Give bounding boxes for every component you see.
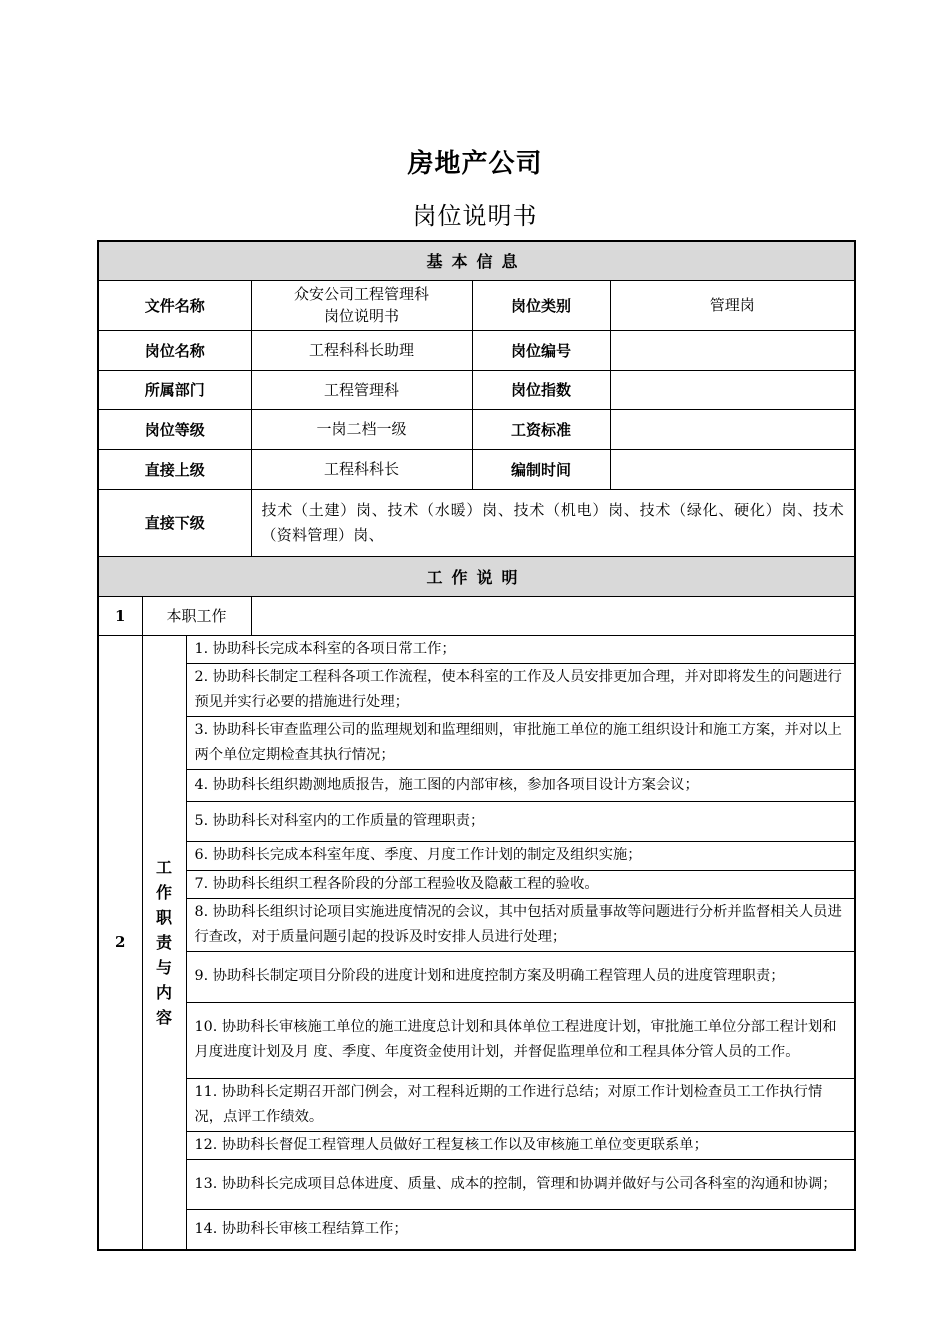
row-number-1: 1	[98, 596, 142, 635]
duties-label-char: 工	[155, 857, 172, 877]
duties-label-char: 容	[155, 1007, 172, 1027]
post-code-label: 岗位编号	[472, 330, 610, 370]
post-grade-value: 一岗二档一级	[251, 409, 472, 449]
file-name-value	[251, 280, 472, 330]
job-description-table	[97, 240, 856, 1251]
salary-standard-label: 工资标准	[472, 409, 610, 449]
duties-label-char: 内	[155, 982, 172, 1002]
duty-item: 2. 协助科长制定工程科各项工作流程，使本科室的工作及人员安排更加合理，并对即将发生的问题进行预见并实行必要的措施进行处理；	[186, 663, 855, 716]
duties-label-char: 责	[155, 932, 172, 952]
duty-item: 8. 协助科长组织讨论项目实施进度情况的会议，其中包括对质量事故等问题进行分析并监督相关人员进行查改，对于质量问题引起的投诉及时安排人员进行处理；	[186, 898, 855, 951]
duty-item: 12. 协助科长督促工程管理人员做好工程复核工作以及审核施工单位变更联系单；	[186, 1131, 855, 1159]
duties-label-char: 与	[155, 957, 172, 977]
duty-item: 3. 协助科长审查监理公司的监理规划和监理细则，审批施工单位的施工组织设计和施工方案，并对以上两个单位定期检查其执行情况；	[186, 716, 855, 769]
work-description-header: 工作说明	[98, 556, 855, 596]
compile-date-value	[610, 449, 855, 489]
post-name-value: 工程科科长助理	[251, 330, 472, 370]
duty-item: 5. 协助科长对科室内的工作质量的管理职责；	[186, 801, 855, 841]
duty-item: 13. 协助科长完成项目总体进度、质量、成本的控制，管理和协调并做好与公司各科室的沟通和协调；	[186, 1159, 855, 1209]
basic-info-header: 基本信息	[98, 241, 855, 280]
duty-item: 6. 协助科长完成本科室年度、季度、月度工作计划的制定及组织实施；	[186, 841, 855, 870]
direct-superior-value: 工程科科长	[251, 449, 472, 489]
post-index-label: 岗位指数	[472, 370, 610, 409]
duty-item: 14. 协助科长审核工程结算工作；	[186, 1209, 855, 1250]
direct-subordinate-value: 技术（土建）岗、技术（水暖）岗、技术（机电）岗、技术（绿化、硬化）岗、技术（资料管理）岗、	[251, 489, 855, 556]
row-number-2: 2	[98, 635, 142, 1250]
post-code-value	[610, 330, 855, 370]
post-name-label: 岗位名称	[98, 330, 251, 370]
direct-superior-label: 直接上级	[98, 449, 251, 489]
main-work-label: 本职工作	[142, 596, 251, 635]
post-type-label: 岗位类别	[472, 280, 610, 330]
duties-label-char: 作	[155, 882, 172, 902]
duty-item: 11. 协助科长定期召开部门例会，对工程科近期的工作进行总结；对原工作计划检查员工工作执行情况，点评工作绩效。	[186, 1078, 855, 1131]
duty-item: 7. 协助科长组织工程各阶段的分部工程验收及隐蔽工程的验收。	[186, 870, 855, 898]
file-name-value-line2: 岗位说明书	[323, 307, 399, 325]
duty-item: 1. 协助科长完成本科室的各项日常工作；	[186, 635, 855, 663]
duty-item: 4. 协助科长组织勘测地质报告，施工图的内部审核，参加各项目设计方案会议；	[186, 769, 855, 801]
duties-label-char: 职	[155, 907, 172, 927]
document-title: 岗位说明书	[412, 202, 538, 230]
post-type-value: 管理岗	[610, 280, 855, 330]
company-title: 房地产公司	[407, 149, 543, 179]
main-work-value	[251, 596, 855, 635]
post-index-value	[610, 370, 855, 409]
department-value: 工程管理科	[251, 370, 472, 409]
duty-item: 10. 协助科长审核施工单位的施工进度总计划和具体单位工程进度计划，审批施工单位分部工程计划和月度进度计划及月 度、季度、年度资金使用计划，并督促监理单位和工程具体分管人员的工作。	[186, 1002, 855, 1078]
duties-vertical-label	[142, 635, 186, 1250]
compile-date-label: 编制时间	[472, 449, 610, 489]
duty-item: 9. 协助科长制定项目分阶段的进度计划和进度控制方案及明确工程管理人员的进度管理职责；	[186, 951, 855, 1002]
post-grade-label: 岗位等级	[98, 409, 251, 449]
file-name-label: 文件名称	[98, 280, 251, 330]
file-name-value-line1: 众安公司工程管理科	[293, 285, 429, 303]
department-label: 所属部门	[98, 370, 251, 409]
direct-subordinate-label: 直接下级	[98, 489, 251, 556]
salary-standard-value	[610, 409, 855, 449]
